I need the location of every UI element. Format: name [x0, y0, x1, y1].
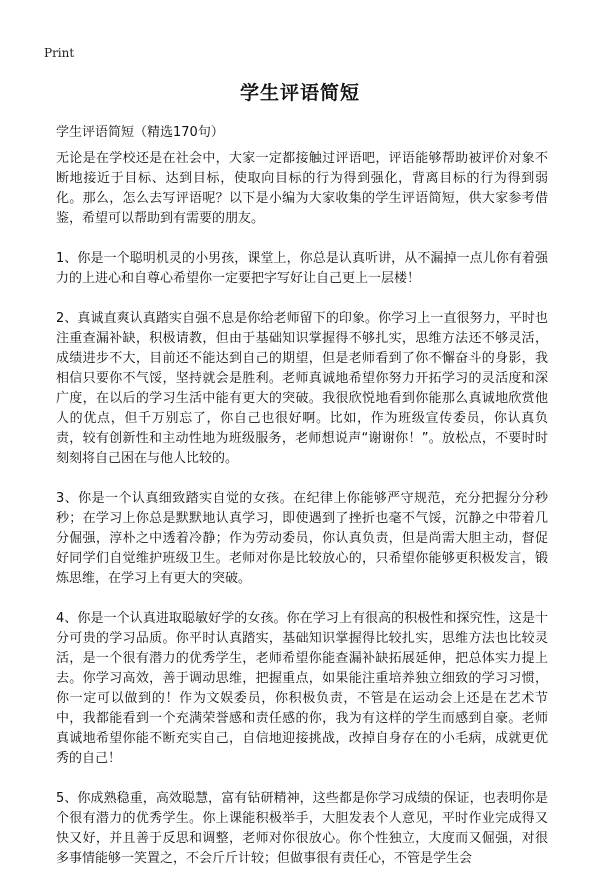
print-label: Print — [44, 46, 75, 60]
comment-paragraph-2: 2、真诚直爽认真踏实自强不息是你给老师留下的印象。你学习上一直很努力，平时也注重查漏补缺，积极请教，但由于基础知识掌握得不够扎实，思维方法还不够灵活，成绩进步不大，目前还不能达到自己的期望，但是老师看到了你不懈奋斗的身影，我相信只要你不气馁，坚持就会是胜利。老师真诚地希望你努力开拓学习的灵活度和深广度，在以后的学习生活中能有更大的突破。我很欣悦地看到你能那么真诚地欣赏他人的优点，但千万别忘了，你自己也很好啊。比如，作为班级宣传委员，你认真负责，较有创新性和主动性地为班级服务，老师想说声“谢谢你！”。放松点，不要时时刻刻将自己困在与他人比较的。 — [56, 311, 548, 466]
document-subtitle: 学生评语简短（精选170句） — [56, 125, 224, 140]
comment-paragraph-1: 1、你是一个聪明机灵的小男孩，课堂上，你总是认真听讲，从不漏掉一点儿你有着强力的上进心和自尊心希望你一定要把字写好让自己更上一层楼！ — [56, 251, 548, 286]
comment-paragraph-3: 3、你是一个认真细致踏实自觉的女孩。在纪律上你能够严守规范，充分把握分分秒秒；在学习上你总是默默地认真学习，即使遇到了挫折也毫不气馁，沉静之中带着几分倔强，淳朴之中透着冷静；作为劳动委员，你认真负责，但是尚需大胆主动，督促好同学们自觉维护班级卫生。老师对你是比较放心的，只希望你能够更积极发言，锻炼思维，在学习上有更大的突破。 — [56, 491, 548, 586]
page-title: 学生评语简短 — [239, 82, 360, 104]
comment-paragraph-4: 4、你是一个认真进取聪敏好学的女孩。你在学习上有很高的积极性和探究性，这是十分可贵的学习品质。你平时认真踏实，基础知识掌握得比较扎实，思维方法也比较灵活，是一个很有潜力的优秀学生，老师希望你能查漏补缺拓展延伸，把总体实力提上去。你学习高效，善于调动思维，把握重点，如果能注重培养独立细致的学习习惯，你一定可以做到的！作为文娱委员，你积极负责，不管是在运动会上还是在艺术节中，我都能看到一个充满荣誉感和责任感的你，我为有这样的学生而感到自豪。老师真诚地希望你能不断充实自己，自信地迎接挑战，改掉自身存在的小毛病，成就更优秀的自己！ — [56, 611, 548, 766]
intro-paragraph: 无论是在学校还是在社会中，大家一定都接触过评语吧，评语能够帮助被评价对象不断地接近于目标、达到目标，使取向目标的行为得到强化，背离目标的行为得到弱化。那么，怎么去写评语呢？以下是小编为大家收集的学生评语简短，供大家参考借鉴，希望可以帮助到有需要的朋友。 — [56, 151, 548, 226]
comment-paragraph-5: 5、你成熟稳重，高效聪慧，富有钻研精神，这些都是你学习成绩的保证，也表明你是个很有潜力的优秀学生。你上课能积极举手，大胆发表个人意见，平时作业完成得又快又好，并且善于反思和调整，老师对你很放心。你个性独立，大度而又倔强，对很多事情能够一笑置之，不会斤斤计较；但做事很有责任心，不管是学生会 — [56, 791, 548, 866]
document-body — [56, 149, 548, 889]
